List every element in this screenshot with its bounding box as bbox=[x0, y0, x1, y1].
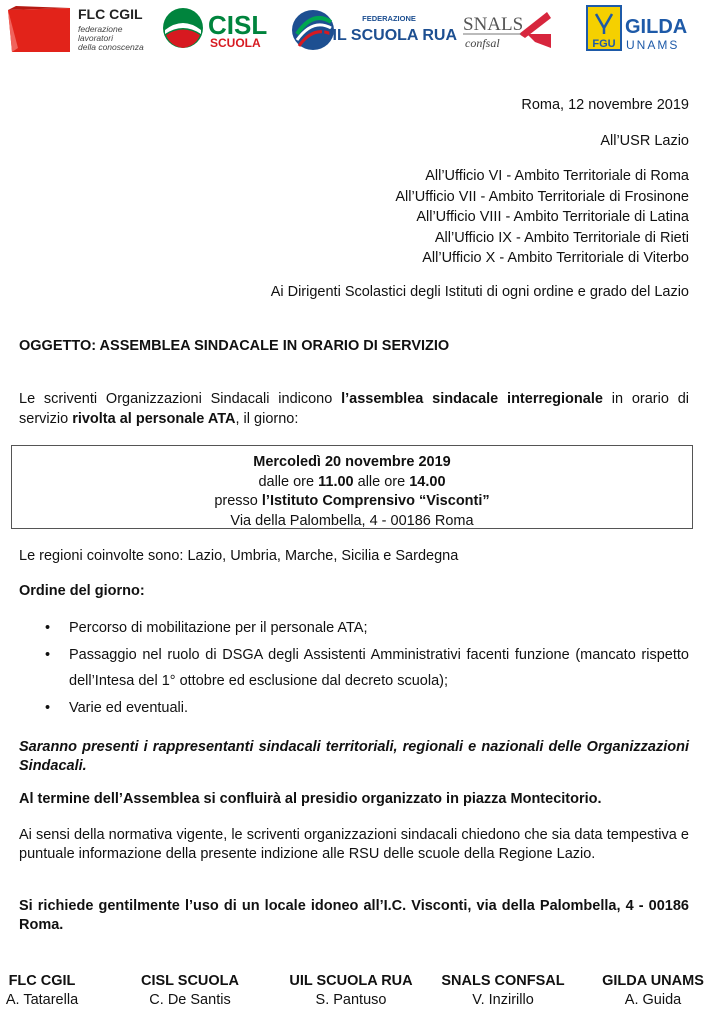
signature-snals bbox=[432, 972, 574, 1010]
flc-cgil-sub1: federazione bbox=[78, 24, 123, 34]
agenda-list bbox=[19, 615, 689, 721]
cisl-title: CISL bbox=[208, 10, 268, 40]
agenda-title: Ordine del giorno: bbox=[19, 583, 145, 599]
intro-paragraph bbox=[19, 389, 689, 429]
signature-name: V. Inzirillo bbox=[472, 992, 534, 1008]
snals-sub: confsal bbox=[465, 36, 500, 50]
meeting-box bbox=[11, 445, 693, 529]
agenda-item: • Passaggio nel ruolo di DSGA degli Assistenti Amministrativi facenti funzione (mancato rispetto dell’Intesa del 1° ottobre ed esclusione dal decreto scuola); bbox=[19, 642, 689, 695]
gilda-sub: UNAMS bbox=[626, 38, 680, 52]
uil-scuola-rua-logo bbox=[291, 4, 457, 56]
meeting-time-end: 14.00 bbox=[409, 473, 446, 490]
intro-text: in orario di servizio bbox=[19, 391, 689, 427]
snals-confsal-logo bbox=[461, 4, 557, 56]
signature-flc-cgil bbox=[0, 972, 84, 1010]
recipient-office: All’Ufficio X - Ambito Territoriale di Viterbo bbox=[422, 250, 689, 266]
recipient-office: All’Ufficio IX - Ambito Territoriale di Rieti bbox=[434, 229, 689, 246]
meeting-time: dalle ore 11.00 alle ore 14.00 bbox=[258, 473, 446, 490]
recipient-offices bbox=[395, 166, 689, 269]
meeting-address: Via della Palombella, 4 - 00186 Roma bbox=[230, 512, 474, 529]
gilda-unams-logo bbox=[586, 4, 692, 56]
presidio-note: Al termine dell’Assemblea si confluirà al presidio organizzato in piazza Montecitorio. bbox=[19, 791, 602, 807]
signature-uil bbox=[280, 972, 422, 1010]
snals-title: SNALS bbox=[463, 14, 524, 35]
intro-bold-assembly: l’assemblea sindacale interregionale bbox=[341, 391, 603, 407]
room-request: Si richiede gentilmente l’uso di un locale idoneo all’I.C. Visconti, via della Palombella, 4 - 00186 Roma. bbox=[19, 898, 689, 933]
uil-title: UIL SCUOLA RUA bbox=[321, 27, 457, 44]
meeting-day: Mercoledì 20 novembre 2019 bbox=[253, 454, 451, 470]
regions-text: Le regioni coinvolte sono: Lazio, Umbria, Marche, Sicilia e Sardegna bbox=[19, 548, 459, 564]
signature-name: A. Tatarella bbox=[5, 992, 79, 1008]
intro-text: , il giorno: bbox=[235, 411, 299, 427]
meeting-place: presso l’Istituto Comprensivo “Visconti” bbox=[214, 493, 490, 509]
presence-note: Saranno presenti i rappresentanti sindacali territoriali, regionali e nazionali delle Organizzazioni Sindacali. bbox=[19, 739, 689, 774]
recipient-office: All’Ufficio VII - Ambito Territoriale di Frosinone bbox=[395, 188, 689, 205]
signature-name: S. Pantuso bbox=[315, 992, 387, 1008]
flc-cgil-sub3: della conoscenza bbox=[78, 42, 144, 52]
recipient-office: All’Ufficio VIII - Ambito Territoriale di Latina bbox=[416, 209, 689, 225]
meeting-time-start: 11.00 bbox=[318, 473, 354, 490]
uil-sub: FEDERAZIONE bbox=[362, 14, 416, 23]
cisl-sub: SCUOLA bbox=[210, 36, 261, 50]
signature-org: SNALS CONFSAL bbox=[441, 973, 565, 989]
recipient-usr: All’USR Lazio bbox=[600, 133, 689, 149]
intro-bold-ata: rivolta al personale ATA bbox=[72, 411, 236, 427]
signature-org: UIL SCUOLA RUA bbox=[289, 973, 413, 989]
agenda-item: • Varie ed eventuali. bbox=[19, 695, 689, 722]
gilda-title: GILDA bbox=[625, 16, 688, 38]
signature-gilda bbox=[592, 972, 714, 1010]
signature-name: A. Guida bbox=[624, 992, 682, 1008]
recipient-office: All’Ufficio VI - Ambito Territoriale di Roma bbox=[425, 168, 689, 184]
rsu-note: Ai sensi della normativa vigente, le scriventi organizzazioni sindacali chiedono che sia data tempestiva e puntuale informazione della presente indizione alle RSU delle scuole della Regione Lazio. bbox=[19, 827, 689, 862]
agenda-item: • Percorso di mobilitazione per il personale ATA; bbox=[19, 615, 689, 642]
signature-org: GILDA UNAMS bbox=[602, 973, 704, 989]
gilda-badge: FGU bbox=[592, 38, 616, 50]
signature-org: CISL SCUOLA bbox=[140, 973, 240, 989]
letter-subject: OGGETTO: ASSEMBLEA SINDACALE IN ORARIO DI SERVIZIO bbox=[19, 338, 450, 354]
intro-text: Le scriventi Organizzazioni Sindacali indicono bbox=[19, 391, 342, 407]
meeting-place-name: l’Istituto Comprensivo “Visconti” bbox=[261, 493, 490, 509]
signature-cisl bbox=[128, 972, 252, 1010]
logo-bar bbox=[0, 4, 716, 56]
flc-cgil-title: FLC CGIL bbox=[78, 6, 143, 22]
flc-cgil-logo bbox=[6, 4, 148, 56]
recipient-dirigenti: Ai Dirigenti Scolastici degli Istituti di ogni ordine e grado del Lazio bbox=[270, 284, 689, 300]
signature-name: C. De Santis bbox=[149, 992, 231, 1008]
letter-date: Roma, 12 novembre 2019 bbox=[521, 97, 689, 113]
signature-org: FLC CGIL bbox=[8, 973, 76, 989]
flc-cgil-sub2: lavoratori bbox=[78, 33, 113, 43]
cisl-scuola-logo bbox=[162, 4, 280, 56]
